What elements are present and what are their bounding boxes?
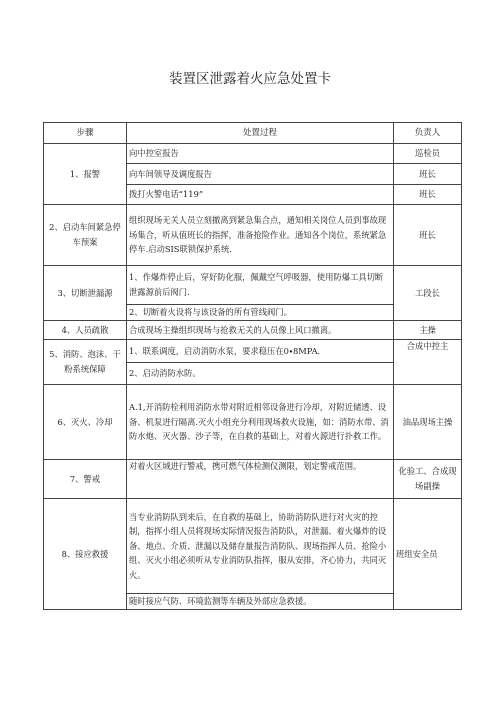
process-cell: 对着火区域进行警戒，携可燃气体检测仪测限，划定警戒范围。: [127, 460, 394, 499]
process-cell: 2、切断着火设将与该设备的所有管线阀门。: [127, 305, 394, 321]
table-row: [44, 321, 462, 340]
step-cell: 1、报警: [44, 144, 127, 205]
owner-cell: 班长: [394, 184, 462, 204]
owner-cell: 合成中控主: [394, 340, 462, 385]
process-cell: 1、联系调度，启动消防水泵，要求稳压在0∙8MPA.: [127, 340, 394, 363]
header-step: 步骤: [44, 123, 127, 144]
process-cell: 组织现场无关人员立刻撤离到紧急集合点，通知相关岗位人员到事故现场集合，听从值班长的指挥，准备抢险作业。通知各个岗位，系统紧急停车.启动SIS联锁保护系统.: [127, 205, 394, 266]
owner-cell: 巡检员: [394, 144, 462, 164]
owner-cell: 化验工、合成现场副操: [394, 460, 462, 499]
page-title: 装置区泄露着火应急处置卡: [169, 71, 331, 87]
owner-cell: 班组安全员: [394, 499, 462, 610]
step-cell: 5、消防、泡沫、干粉系统保障: [44, 340, 127, 385]
process-cell: A.1,开消防栓利用消防水带对附近相邻设备进行冷却，对附近储透、设备、机泵进行隔离.灭火小组充分利用现场救火设施，如：消防水带、消防水炮、灭火器、沙子等，在自救的基础上，对着火源进行扑救工作。: [127, 385, 394, 460]
header-process: 处置过程: [127, 123, 394, 144]
table-row: [44, 460, 462, 499]
owner-cell: 工段长: [394, 266, 462, 321]
step-cell: 2、启动车间紧急停车预案: [44, 205, 127, 266]
owner-cell: 班长: [394, 164, 462, 184]
step-cell: 4、人员疏散: [44, 321, 127, 340]
table-row: [44, 499, 462, 594]
process-cell: 合成现场主操组织现场与抢救无关的人员像上风口撤离。: [127, 321, 394, 340]
process-cell: 随时接应气防、环境监测等车辆及外部应急救援。: [127, 594, 394, 610]
table-header-row: [44, 123, 462, 144]
process-cell: 1、作爆炸停止后，穿好防化服，佩戴空气呼吸器，使用防爆工具切断泄露源前后阀门.: [127, 266, 394, 305]
step-cell: 8、接应救援: [44, 499, 127, 610]
process-cell: 2、启动消防水防。: [127, 362, 394, 385]
process-cell: 拨打火警电话“119”: [127, 184, 394, 204]
owner-cell: 班长: [394, 205, 462, 266]
process-cell: 向车间领导及调度报告: [127, 164, 394, 184]
process-cell: 当专业消防队到来后，在自救的基础上，协助消防队进行对火灾的控制，指挥小组人员将现场实际情况报告消防队，对泄漏、着火爆炸的设备、地点、介质、泄漏以及储存量报告消防队、现场指挥人员、抢险小组、灭火小组必须听从专业消防队指挥，服从安排，齐心协力，共同灭火。: [127, 499, 394, 594]
step-cell: 7、警戒: [44, 460, 127, 499]
header-owner: 负责人: [394, 123, 462, 144]
table-row: [44, 385, 462, 460]
owner-cell: 主操: [394, 321, 462, 340]
table-row: [44, 340, 462, 363]
process-cell: 向中控室报告: [127, 144, 394, 164]
step-cell: 6、灭火、冷却: [44, 385, 127, 460]
table-row: [44, 266, 462, 305]
table-row: [44, 205, 462, 266]
owner-cell: 油品现场主操: [394, 385, 462, 460]
step-cell: 3、切断泄漏源: [44, 266, 127, 321]
emergency-card-table: [43, 122, 462, 610]
table-row: [44, 144, 462, 164]
